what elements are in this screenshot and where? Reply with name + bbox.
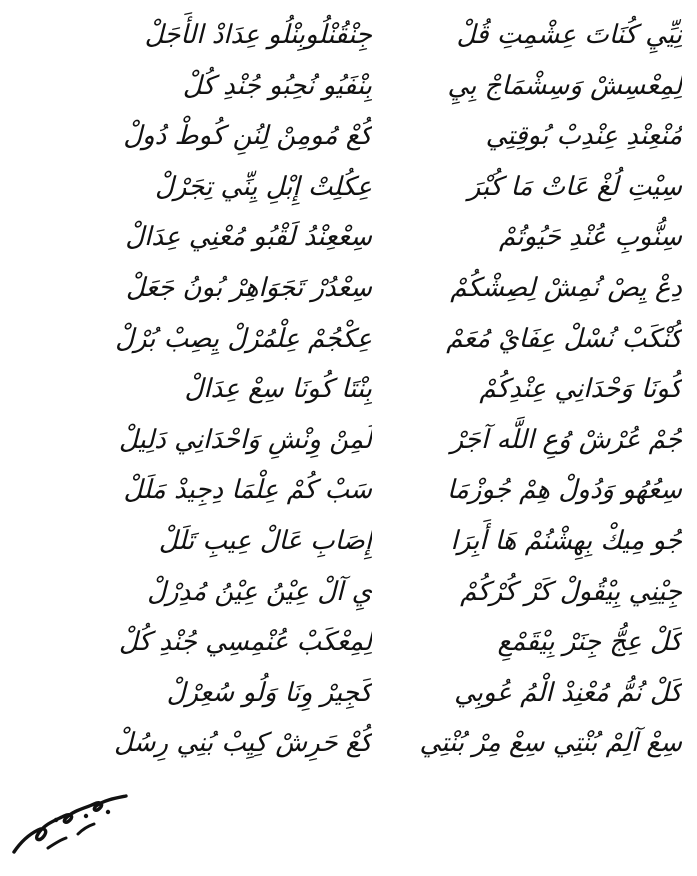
right-verse-column <box>382 10 682 769</box>
verse-line: لِمِعْسِشْ وَسِشْمَاجْ بِيِ <box>447 70 682 101</box>
verse-line: كُعْ حَرِشْ كِيِبْ بُنِي رِسُلْ <box>114 728 372 759</box>
left-verse-column <box>84 10 372 769</box>
verse-line: جُو مِيكْ بِهِشْنُمْ هَا أَبِرَا <box>450 525 682 556</box>
verse-line: كَلْ نُمُّ مُعْنِدْ الْمُ عُوبِي <box>454 677 682 708</box>
verse-line: جُمْ عُرْشْ وُعِ اللَّه آجَرْ <box>450 424 682 455</box>
verse-line: بِنْفَيُو نُحِبُو جُنْدِ كُلْ <box>182 70 372 101</box>
verse-line: جِنْقُنْلُوبِنْلُو عِدَادْ الأَجَلْ <box>144 20 372 50</box>
verse-line: عِكْجُمْ عِلْمُرْلْ يِصِبْ بُرْلْ <box>115 323 372 354</box>
verse-line: دِعْ يِصْ نُمِشْ لِصِشْكُمْ <box>450 272 682 303</box>
verse-line: نِيِّيِ كُنَاتَ عِشْمِتِ قُلْ <box>456 20 682 50</box>
verse-line: جِيْنِي بِيْقُولْ كَرْ كُرْكُمْ <box>460 576 682 607</box>
verse-line: لَمِنْ وِنْشِ وَاحْدَانِي دَلِيلْ <box>118 424 372 455</box>
verse-line: سِعْعِنْدُ لَقْبُو مُعْنِي عِدَالْ <box>125 222 372 253</box>
verse-line: كُعْ مُومِنْ لِنُنِ كُوطْ دُولْ <box>123 121 372 152</box>
verse-line: سِيْتِ لُغْ عَاتْ مَا كُبْرَ <box>467 171 682 202</box>
verse-line: يِ آلْ عِيْنُ عِيْنُ مُدِرْلْ <box>147 576 372 607</box>
verse-line: بِنْتَا كُونَا سِعْ عِدَالْ <box>184 374 372 405</box>
verse-line: إِصَابِ عَالْ عِيبِ تَلَلْ <box>158 525 372 556</box>
verse-line: كُونَا وَحْدَانِي عِنْدِكُمْ <box>479 374 682 405</box>
handwritten-signature <box>8 790 138 860</box>
verse-line: كَجِيرْ وِنَا وَلُو سُعِرْلْ <box>166 677 372 708</box>
verse-line: سِعْدُرْ تَجَوَاهِرْ بُونُ جَعَلْ <box>125 272 372 303</box>
verse-line: عِكُلِتْ إِبْلِ يِنِّي تِجَرْلْ <box>155 171 372 202</box>
verse-line: مُنْعِنْدِ عِنْدِبْ بُوقِتِي <box>485 121 682 152</box>
verse-line: سِنُّوبِ عُنْدِ حَيُوتُمْ <box>499 222 682 253</box>
verse-line: كُنْكَبْ نُسْلْ عِفَايْ مُعَمْ <box>446 323 682 354</box>
verse-line: سِعْ آلِمْ بُنْتِي سِعْ مِرْ بُنْتِي <box>419 728 682 759</box>
verse-line: سَبْ كُمْ عِلْمَا دِجِيدْ مَلَلْ <box>123 475 372 506</box>
verse-line: كَلْ عِجُّ جِنَرْ بِيْقَمْعِ <box>497 627 682 658</box>
verse-line: سِعُهُو وَدُولْ هِمْ جُوزْمَا <box>446 475 682 506</box>
verse-line: لِمِعْكَبْ عُنْمِسِي جُنْدِ كُلْ <box>118 627 372 658</box>
